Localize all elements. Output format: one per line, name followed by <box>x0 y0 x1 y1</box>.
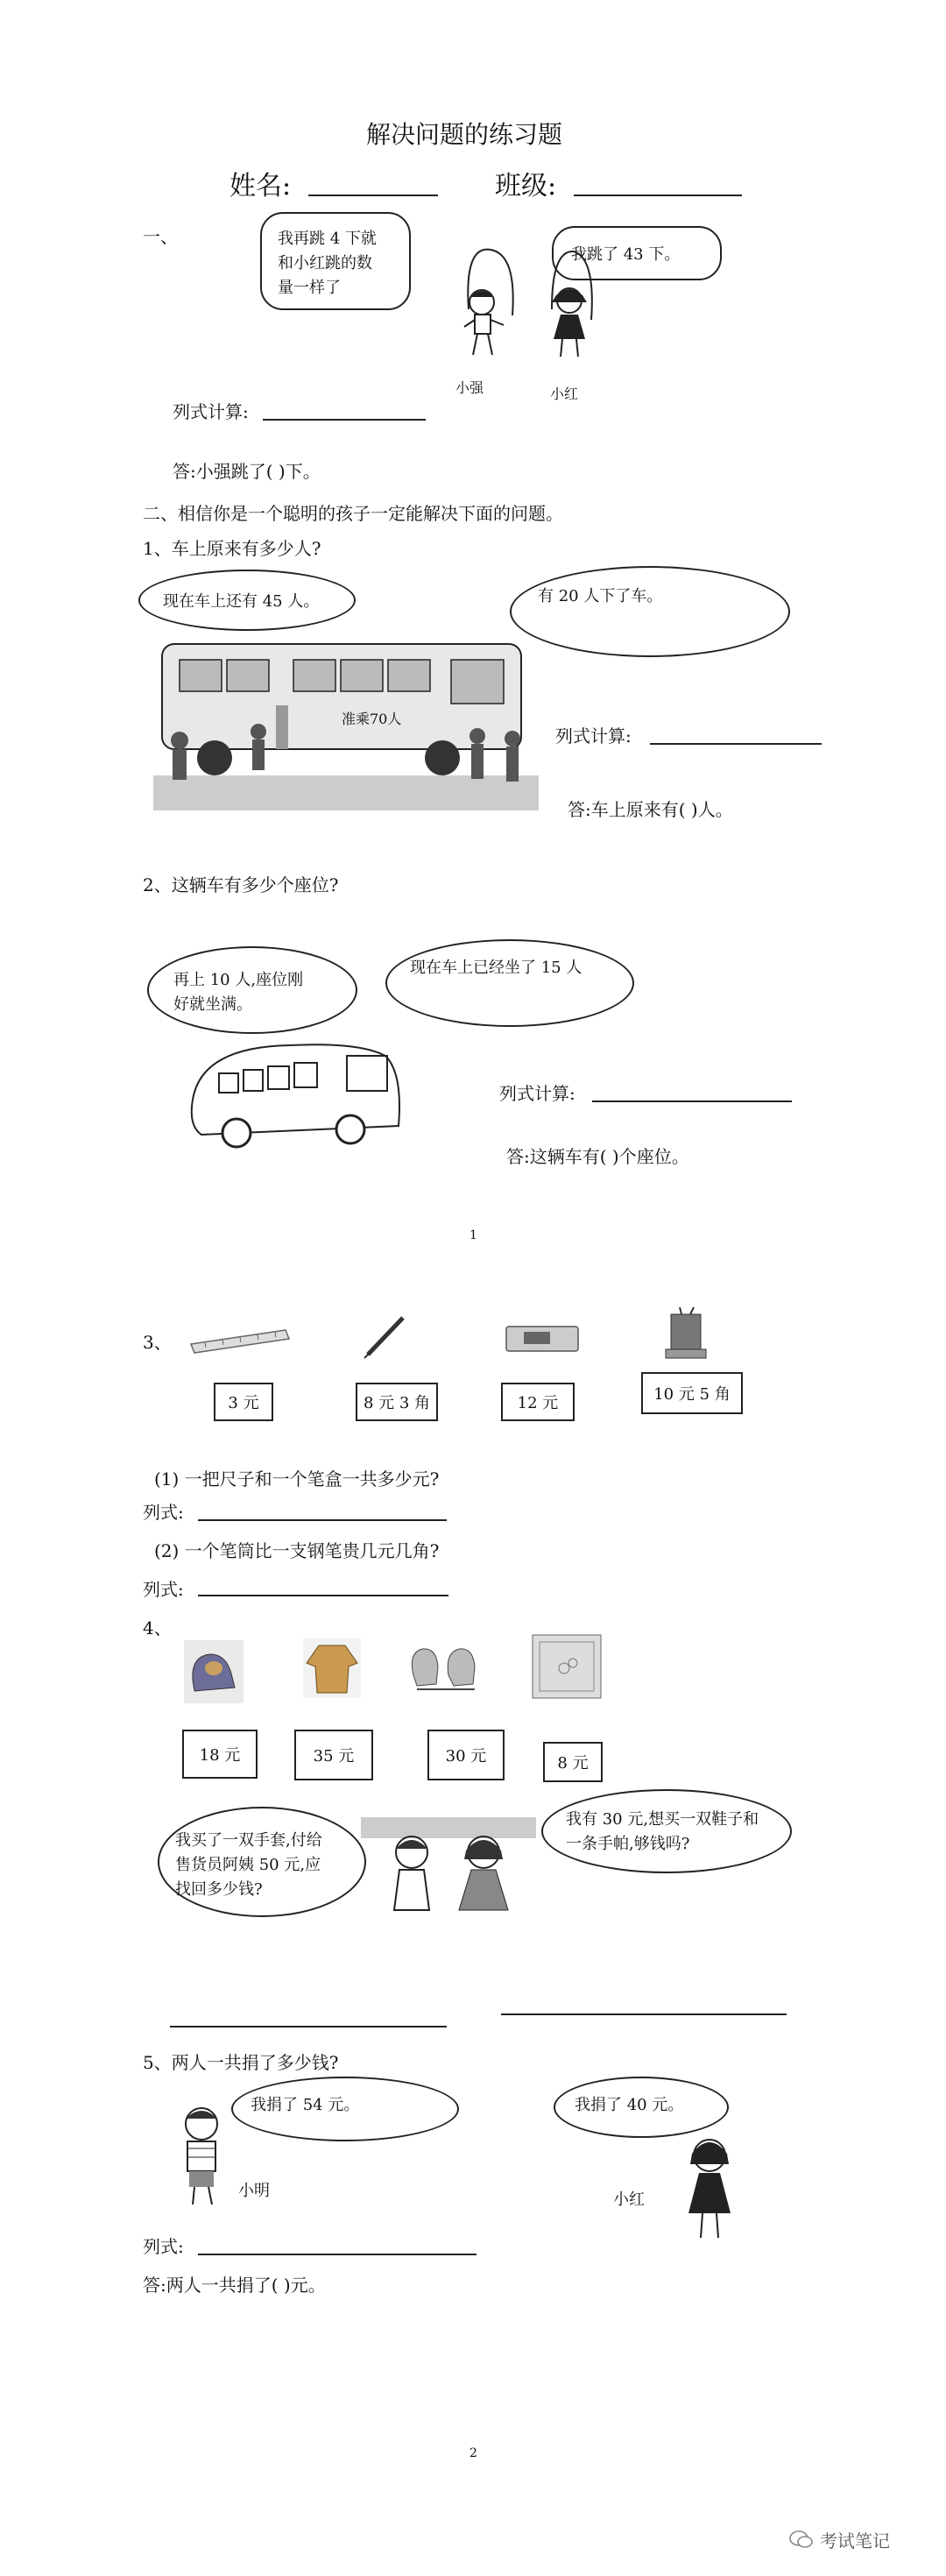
q2-p4-bubble-left-line3: 找回多少钱? <box>175 1880 263 1899</box>
q2-p4-bubble-left-line2: 售货员阿姨 50 元,应 <box>175 1856 321 1874</box>
q2-p5-name-left: 小明 <box>238 2182 270 2200</box>
q1-calc-label: 列式计算: <box>173 401 249 422</box>
name-label: 姓名: <box>229 171 292 202</box>
shop-kids-illustration <box>361 1814 536 1919</box>
page-number-1: 1 <box>469 1228 477 1242</box>
q2-p2-calc-label: 列式计算: <box>499 1083 575 1104</box>
page-number-2: 2 <box>469 2446 477 2460</box>
q2-p5-bubble-right-text: 我捐了 40 元。 <box>575 2096 684 2114</box>
bus-outline-illustration <box>184 1030 412 1161</box>
q2-p3-sub2-blank[interactable] <box>198 1595 448 1596</box>
name-blank[interactable] <box>308 195 438 196</box>
q2-p3-sub2-label: 列式: <box>143 1579 184 1600</box>
q2-p4-bubble-left-line1: 我买了一双手套,付给 <box>175 1831 322 1850</box>
q1-bubble-left-line3: 量一样了 <box>278 279 341 297</box>
q1-bubble-left <box>260 212 411 310</box>
q2-p5-bubble-left <box>231 2077 459 2141</box>
q2-p4-left-answer-blank[interactable] <box>170 2026 447 2028</box>
coat-icon <box>301 1637 363 1700</box>
price-handkerchief: 8 元 <box>543 1742 603 1782</box>
q2-p2-bubble-right <box>385 939 634 1027</box>
q2-p4-bubble-right-line2: 一条手帕,够钱吗? <box>566 1835 690 1853</box>
q2-p1-bubble-left-text: 现在车上还有 45 人。 <box>163 592 320 611</box>
q2-p5-calc-label: 列式: <box>143 2236 184 2257</box>
jump-rope-kids-illustration <box>420 241 613 372</box>
page-title: 解决问题的练习题 <box>366 120 563 149</box>
q2-p2-bubble-left-line2: 好就坐满。 <box>173 995 252 1014</box>
q2-p5-calc-blank[interactable] <box>198 2254 477 2255</box>
q2-p4-bubble-right-line1: 我有 30 元,想买一双鞋子和 <box>566 1810 759 1829</box>
q2-p3-sub2: (2) 一个笔筒比一支钢笔贵几元几角? <box>154 1540 440 1561</box>
q2-p2-bubble-right-text: 现在车上已经坐了 15 人 <box>410 959 582 977</box>
q2-p2-bubble-left <box>147 946 357 1034</box>
q2-intro: 二、相信你是一个聪明的孩子一定能解决下面的问题。 <box>143 503 563 524</box>
q1-bubble-right-text: 我跳了 43 下。 <box>571 245 681 264</box>
price-gloves: 30 元 <box>427 1730 505 1780</box>
girl-xiaohong-illustration <box>674 2134 745 2243</box>
wechat-icon <box>788 2529 815 2550</box>
q2-p1-bubble-left <box>138 570 356 631</box>
price-ruler: 3 元 <box>214 1383 273 1421</box>
q1-bubble-left-line1: 我再跳 4 下就 <box>278 230 377 248</box>
price-pen-holder: 10 元 5 角 <box>641 1372 743 1414</box>
shoes-icon <box>182 1638 245 1705</box>
q2-p3-number: 3、 <box>143 1332 172 1353</box>
q2-p1-answer: 答:车上原来有( )人。 <box>568 799 733 820</box>
q1-number: 一、 <box>143 226 178 247</box>
bus-capacity-label: 准乘70人 <box>342 711 402 727</box>
q2-p1-bubble-right <box>510 566 790 657</box>
q1-answer: 答:小强跳了( )下。 <box>173 461 321 482</box>
q1-name-left: 小强 <box>455 379 484 396</box>
boy-xiaoming-illustration <box>166 2103 236 2208</box>
pencil-case-icon <box>503 1321 582 1356</box>
q2-p4-bubble-left <box>158 1807 366 1917</box>
q2-p5-bubble-left-text: 我捐了 54 元。 <box>251 2096 360 2114</box>
handkerchief-icon <box>529 1631 604 1702</box>
q2-p5-bubble-right <box>554 2077 729 2138</box>
q2-p5-title: 5、两人一共捐了多少钱? <box>143 2052 339 2073</box>
q2-p3-sub1-label: 列式: <box>143 1502 184 1523</box>
q2-p2-calc-blank[interactable] <box>592 1100 792 1102</box>
class-label: 班级: <box>495 171 557 202</box>
price-pen: 8 元 3 角 <box>356 1383 438 1421</box>
q2-p1-title: 1、车上原来有多少人? <box>143 538 321 559</box>
q2-p1-calc-label: 列式计算: <box>555 725 632 747</box>
q2-p4-bubble-right <box>541 1789 792 1873</box>
q2-p4-number: 4、 <box>143 1617 172 1638</box>
q1-name-right: 小红 <box>550 386 579 402</box>
gloves-icon <box>401 1640 489 1696</box>
q2-p1-calc-blank[interactable] <box>650 743 822 745</box>
q1-calc-blank[interactable] <box>263 419 426 421</box>
watermark-text: 考试笔记 <box>820 2530 890 2551</box>
q2-p5-name-right: 小红 <box>613 2190 645 2209</box>
q1-bubble-left-line2: 和小红跳的数 <box>278 254 372 272</box>
price-shoes: 18 元 <box>182 1730 258 1779</box>
ruler-icon <box>187 1323 293 1358</box>
q2-p2-bubble-left-line1: 再上 10 人,座位刚 <box>173 971 304 989</box>
class-blank[interactable] <box>574 195 742 196</box>
q2-p5-answer: 答:两人一共捐了( )元。 <box>143 2275 326 2296</box>
pen-holder-icon <box>662 1306 710 1360</box>
price-coat: 35 元 <box>294 1730 373 1780</box>
q2-p1-bubble-right-text: 有 20 人下了车。 <box>538 587 663 605</box>
fountain-pen-icon <box>361 1313 410 1362</box>
q2-p3-sub1: (1) 一把尺子和一个笔盒一共多少元? <box>154 1468 440 1490</box>
q2-p2-title: 2、这辆车有多少个座位? <box>143 874 339 895</box>
price-pencil-case: 12 元 <box>501 1383 575 1421</box>
q2-p2-answer: 答:这辆车有( )个座位。 <box>506 1146 689 1167</box>
q2-p3-sub1-blank[interactable] <box>198 1519 447 1521</box>
q2-p4-right-answer-blank[interactable] <box>501 2013 787 2015</box>
